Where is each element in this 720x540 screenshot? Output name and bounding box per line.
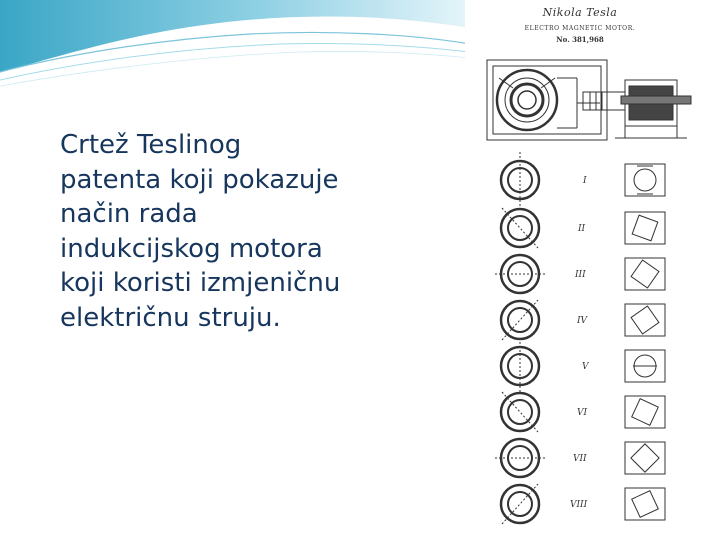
decorative-swoosh	[0, 0, 470, 90]
patent-number: No. 381,968	[556, 35, 604, 44]
figure-label: IV	[577, 316, 588, 326]
figure-label: VII	[573, 454, 587, 464]
figure-label: V	[582, 362, 589, 372]
figure-label: II	[578, 224, 586, 234]
motor-diagram	[487, 60, 691, 140]
figure-label: I	[583, 176, 587, 186]
patent-figures	[465, 48, 705, 540]
patent-title: ELECTRO MAGNETIC MOTOR.	[524, 25, 636, 32]
patent-header	[465, 6, 695, 44]
figure-label: VI	[577, 408, 588, 418]
slide-body-text: Crtež Teslinog patenta koji pokazuje način rada indukcijskog motora koji koristi izmjeničnu električnu struju.	[60, 130, 341, 333]
figure-label: III	[575, 270, 586, 280]
figure-label: VIII	[570, 500, 588, 510]
patent-signature: Nikola Tesla	[542, 6, 618, 19]
patent-drawing-image	[465, 0, 720, 540]
